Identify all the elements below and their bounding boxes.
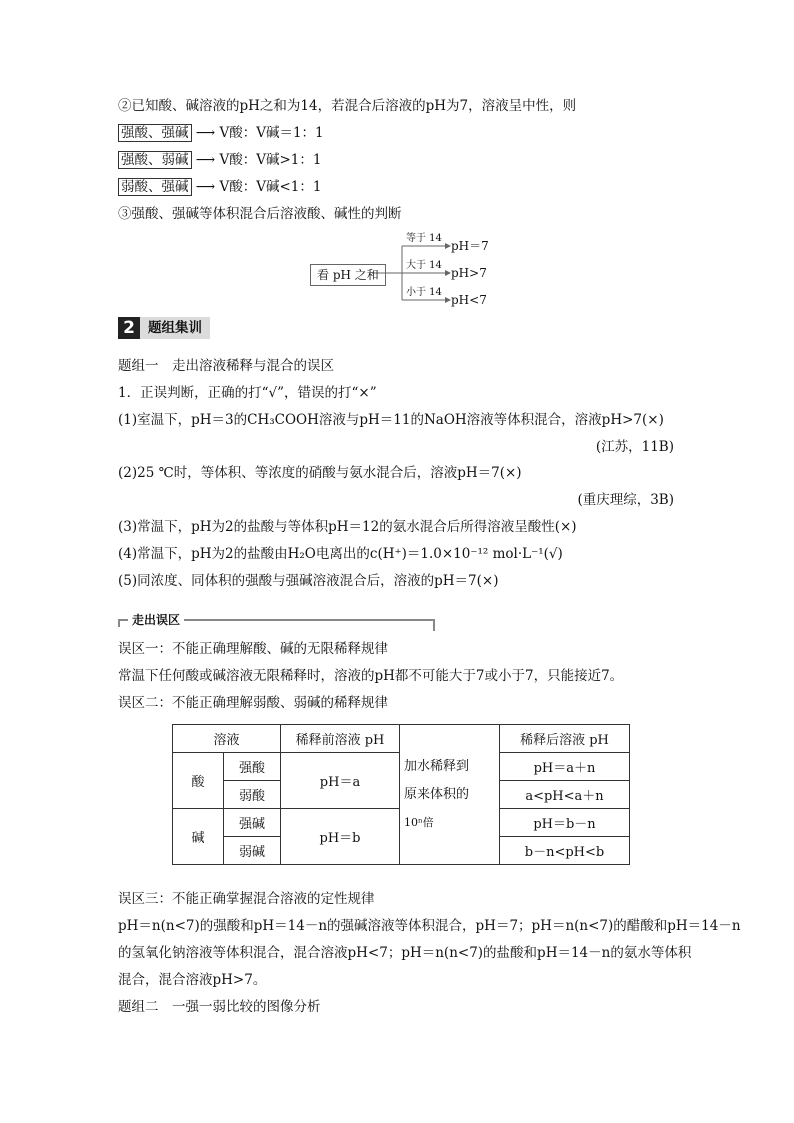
dilution-table xyxy=(172,724,630,865)
branch-2-cond: 大于 14 xyxy=(406,260,442,271)
zone-label: 走出误区 xyxy=(128,611,184,629)
sec3-title: ③强酸、强碱等体积混合后溶液酸、碱性的判断 xyxy=(118,206,402,222)
q1-item-3: (3)常温下，pH为2的盐酸与等体积pH＝12的氨水混合后所得溶液呈酸性(×) xyxy=(118,519,577,535)
branch-2-res: pH>7 xyxy=(451,266,487,280)
cell-acid: 酸 xyxy=(173,753,224,809)
cell-weak-acid: 弱酸 xyxy=(224,781,281,809)
q1-item-1: (1)室温下，pH＝3的CH₃COOH溶液与pH＝11的NaOH溶液等体积混合，溶液pH>7(×) xyxy=(118,412,664,428)
th-after: 稀释后溶液 pH xyxy=(500,725,630,753)
cell-result-2: a<pH<a＋n xyxy=(500,781,630,809)
q1-stem: 1．正误判断，正确的打“√”，错误的打“×” xyxy=(118,385,377,401)
rule-3 xyxy=(118,177,321,197)
error-zone-marker xyxy=(118,611,435,631)
branch-3-res: pH<7 xyxy=(451,293,487,307)
rule-2-box: 强酸、弱碱 xyxy=(118,151,192,169)
th-before: 稀释前溶液 pH xyxy=(281,725,400,753)
th-solution: 溶液 xyxy=(173,725,281,753)
rule-1-box: 强酸、强碱 xyxy=(118,124,192,142)
zone-right-tick xyxy=(433,619,435,631)
sec2-intro: ②已知酸、碱溶液的pH之和为14，若混合后溶液的pH为7，溶液呈中性，则 xyxy=(118,98,577,114)
ph-sum-tree xyxy=(310,228,510,318)
cell-result-1: pH＝a＋n xyxy=(500,753,630,781)
heading-number: 2 xyxy=(118,317,140,339)
q1-item-5: (5)同浓度、同体积的强酸与强碱溶液混合后，溶液的pH＝7(×) xyxy=(118,573,499,589)
error1-title: 误区一：不能正确理解酸、碱的无限稀释规律 xyxy=(118,641,388,657)
dilution-note-line-3: 10ⁿ倍 xyxy=(404,815,434,829)
cell-strong-base: 强碱 xyxy=(224,809,281,837)
group2-title: 题组二 一强一弱比较的图像分析 xyxy=(118,999,321,1015)
error3-line-2: 的氢氧化钠溶液等体积混合，混合溶液pH<7；pH＝n(n<7)的盐酸和pH＝14－n的氨水等体积 xyxy=(118,945,692,961)
error1-text: 常温下任何酸或碱溶液无限稀释时，溶液的pH都不可能大于7或小于7，只能接近7。 xyxy=(118,668,624,684)
tree-root: 看 pH 之和 xyxy=(310,264,386,286)
rule-1-rel: ⟶ V酸：V碱＝1：1 xyxy=(195,125,324,141)
branch-1-cond: 等于 14 xyxy=(406,233,442,244)
rule-1 xyxy=(118,123,324,143)
cell-strong-acid: 强酸 xyxy=(224,753,281,781)
dilution-note-line-1: 加水稀释到 xyxy=(404,758,470,774)
error3-line-3: 混合，混合溶液pH>7。 xyxy=(118,972,267,988)
cell-result-4: b－n<pH<b xyxy=(500,837,630,865)
source-2: (重庆理综，3B) xyxy=(577,492,674,508)
q1-item-2: (2)25 ℃时，等体积、等浓度的硝酸与氨水混合后，溶液pH＝7(×) xyxy=(118,465,522,481)
section-heading xyxy=(118,317,210,339)
heading-text: 题组集训 xyxy=(148,320,202,336)
cell-ph-a: pH＝a xyxy=(281,753,400,809)
dilution-note-line-2: 原来体积的 xyxy=(404,786,470,802)
group1-title: 题组一 走出溶液稀释与混合的误区 xyxy=(118,358,334,374)
q1-item-4: (4)常温下，pH为2的盐酸由H₂O电离出的c(H⁺)＝1.0×10⁻¹² mol·L⁻¹(√) xyxy=(118,546,563,562)
branch-1-res: pH＝7 xyxy=(451,239,489,253)
cell-base: 碱 xyxy=(173,809,224,865)
rule-3-box: 弱酸、强碱 xyxy=(118,178,192,196)
rule-3-rel: ⟶ V酸：V碱<1：1 xyxy=(195,179,322,195)
cell-weak-base: 弱碱 xyxy=(224,837,281,865)
rule-2-rel: ⟶ V酸：V碱>1：1 xyxy=(195,152,322,168)
cell-ph-b: pH＝b xyxy=(281,809,400,865)
error3-title: 误区三：不能正确掌握混合溶液的定性规律 xyxy=(118,891,375,907)
error2-title: 误区二：不能正确理解弱酸、弱碱的稀释规律 xyxy=(118,695,388,711)
error3-line-1: pH＝n(n<7)的强酸和pH＝14－n的强碱溶液等体积混合，pH＝7；pH＝n(n<7)的醋酸和pH＝14－n xyxy=(118,918,741,934)
branch-3-cond: 小于 14 xyxy=(406,287,442,298)
source-1: (江苏，11B) xyxy=(595,439,674,455)
rule-2 xyxy=(118,150,321,170)
cell-result-3: pH＝b－n xyxy=(500,809,630,837)
dilution-note xyxy=(400,725,500,865)
